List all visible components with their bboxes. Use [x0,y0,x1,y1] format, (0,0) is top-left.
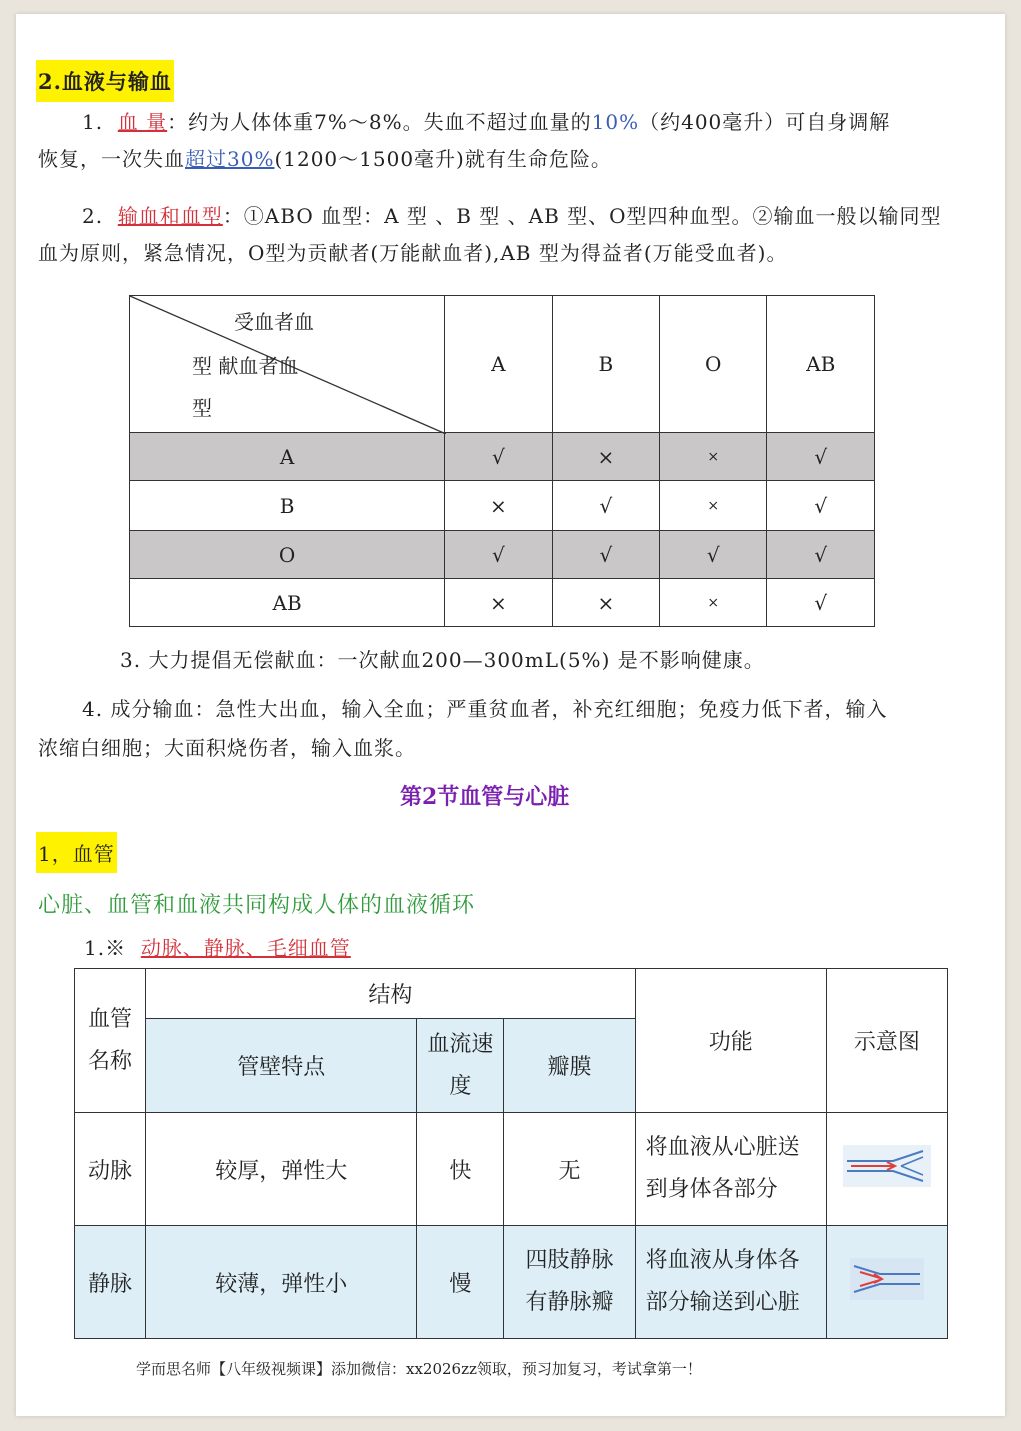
table-row [130,433,875,481]
function [635,1113,826,1226]
donor-type: A [130,433,445,481]
compat-cell: √ [767,579,875,627]
transfusion-line2: 血为原则，紧急情况，O型为贡献者(万能献血者),AB 型为得益者(万能受血者)。 [38,241,788,265]
function-header: 功能 [635,969,826,1113]
blood-compatibility-table [129,295,875,627]
diagram-header: 示意图 [826,969,947,1113]
component-transfusion-line2: 浓缩白细胞；大面积烧伤者，输入血浆。 [38,736,416,760]
compat-cell: × [552,433,659,481]
blood-volume-label: 血 量 [117,110,168,134]
blood-volume-line2 [38,143,612,172]
compat-cell: √ [445,433,552,481]
structure-header: 结构 [146,969,636,1019]
compat-cell: × [445,579,552,627]
wall-feature: 较厚，弹性大 [146,1113,417,1226]
wall-feature: 较薄，弹性小 [146,1226,417,1339]
vessel-subheading [84,932,351,961]
header-line: 血流速 [427,1031,494,1057]
compat-cell: √ [767,531,875,579]
item-number: 1. [82,110,104,134]
recipient-header: 受血者血 [234,310,314,334]
column-header: A [445,296,552,433]
valve [504,1226,635,1339]
valve-header: 瓣膜 [504,1019,635,1113]
header-line: 名称 [88,1048,133,1074]
donor-type: AB [130,579,445,627]
compat-cell: √ [767,433,875,481]
vessel-name-header [75,969,146,1113]
document-page [16,14,1005,1416]
blood-volume-line1 [82,106,890,135]
function-line: 到身体各部分 [645,1177,778,1202]
artery-diagram-cell [826,1113,947,1226]
item-number: 2. [82,204,104,228]
compat-cell: × [660,433,767,481]
table-row [75,1113,948,1226]
diagonal-header-cell [130,296,445,433]
line2-text: 恢复，一次失血 [38,147,185,171]
header-line: 血管 [88,1006,133,1032]
sub-number: 1.※ [84,936,127,960]
vessel-name: 静脉 [75,1226,146,1339]
donor-header-suffix: 型 [192,396,212,420]
line2-text-b: (1200～1500毫升)就有生命危险。 [274,147,612,171]
artery-diagram [843,1145,931,1187]
vein-diagram [850,1258,924,1300]
compat-cell: √ [445,531,552,579]
compat-cell: × [552,579,659,627]
footer-promo: 学而思名师【八年级视频课】添加微信：xx2026zz领取，预习加复习，考试拿第一！ [136,1360,702,1378]
header-line: 度 [449,1073,472,1099]
transfusion-text: ：①ABO 血型：A 型 、B 型 、AB 型、O型四种血型。②输血一般以输同型 [222,204,942,228]
component-transfusion-line1: 4. 成分输血：急性大出血，输入全血；严重贫血者，补充红细胞；免疫力低下者，输入 [82,697,888,721]
compat-cell: × [660,481,767,531]
column-header: B [552,296,659,433]
donor-type: B [130,481,445,531]
compat-cell: × [660,579,767,627]
vessel-heading: 1，血管 [36,832,117,873]
section-title: 第2节血管与心脏 [400,784,570,810]
percent-10: 10% [591,110,640,134]
table-row [130,579,875,627]
compat-cell: √ [767,481,875,531]
flow-speed: 慢 [417,1226,504,1339]
function-line: 将血液从身体各 [645,1248,800,1274]
valve-line: 四肢静脉 [525,1248,614,1274]
transfusion-label: 输血和血型 [117,204,223,228]
blood-volume-text: ：约为人体体重7%～8%。失血不超过血量的 [167,110,592,134]
vessel-name: 动脉 [75,1113,146,1226]
compat-cell: √ [552,481,659,531]
column-header: O [660,296,767,433]
donation-note: 3. 大力提倡无偿献血：一次献血200—300mL(5%) 是不影响健康。 [120,648,765,672]
donor-header: 型 献血者血 [192,354,299,378]
compat-cell: × [445,481,552,531]
blood-volume-text-b: （约400毫升）可自身调解 [639,110,891,134]
column-header: AB [767,296,875,433]
over-30-link: 超过30% [185,147,275,171]
transfusion-line1 [82,200,942,229]
table-row [130,531,875,579]
table-row [75,1226,948,1339]
wall-header: 管壁特点 [146,1019,417,1113]
section-heading: 2.血液与输血 [36,60,174,102]
valve-line: 有静脉瓣 [525,1290,614,1315]
function-line: 将血液从心脏送 [645,1135,800,1161]
valve: 无 [504,1113,635,1226]
function [635,1226,826,1339]
vessel-types-label: 动脉、静脉、毛细血管 [140,936,351,960]
donor-type: O [130,531,445,579]
vein-diagram-cell [826,1226,947,1339]
compat-cell: √ [552,531,659,579]
table-row [130,481,875,531]
speed-header [417,1019,504,1113]
vessel-table [74,968,948,1339]
flow-speed: 快 [417,1113,504,1226]
circulation-intro: 心脏、血管和血液共同构成人体的血液循环 [38,893,476,918]
compat-cell: √ [660,531,767,579]
function-line: 部分输送到心脏 [645,1290,800,1315]
